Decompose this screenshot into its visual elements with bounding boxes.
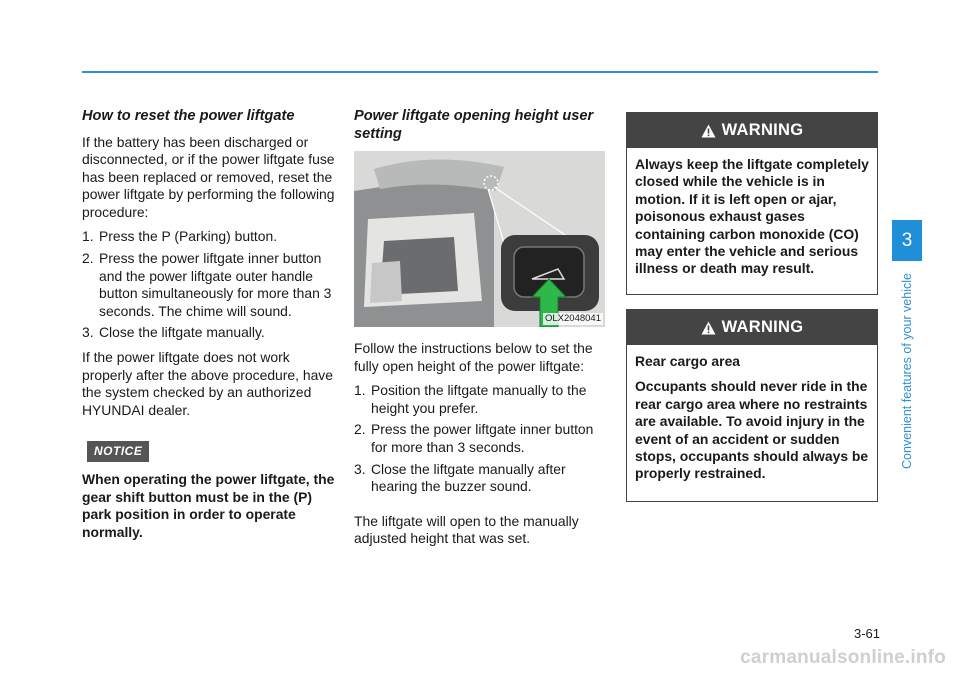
reset-step: 2. Press the power liftgate inner button and the power liftgate outer handle button simultaneously for more than 3 seconds. The chime will sound.	[82, 250, 332, 319]
height-outro: The liftgate will open to the manually adjusted height that was set.	[354, 512, 579, 547]
height-steps	[354, 382, 606, 496]
height-step: 2. Press the power liftgate inner button for more than 3 seconds.	[354, 421, 594, 455]
left-column	[82, 108, 336, 548]
warning-body	[627, 345, 877, 483]
warning-label: WARNING	[721, 121, 804, 139]
middle-column	[354, 108, 606, 555]
watermark: carmanualsonline.info	[740, 647, 946, 668]
notice-text: When operating the power liftgate, the gear shift button must be in the (P) park position in order to operate normally.	[82, 471, 335, 540]
height-step: 1. Position the liftgate manually to the height you prefer.	[354, 382, 587, 416]
warning-triangle-icon	[701, 321, 716, 335]
reset-step: 1. Press the P (Parking) button.	[82, 228, 278, 245]
image-code: OLX2048041	[545, 313, 601, 324]
side-panel-shape	[370, 261, 402, 303]
reset-heading: How to reset the power liftgate	[82, 108, 295, 124]
height-heading: Power liftgate opening height user setting	[354, 108, 594, 142]
warning-subheading: Rear cargo area	[635, 353, 741, 369]
top-rule	[82, 71, 878, 73]
height-step: 3. Close the liftgate manually after hearing the buzzer sound.	[354, 460, 566, 495]
warning-box-cargo	[626, 309, 878, 502]
chapter-tab: 3	[892, 220, 922, 261]
height-intro: Follow the instructions below to set the fully open height of the power liftgate:	[354, 340, 593, 374]
notice-tag: NOTICE	[87, 441, 149, 462]
warning-label: WARNING	[721, 318, 804, 336]
warning-header	[627, 113, 877, 148]
reset-steps	[82, 228, 336, 342]
warning-triangle-icon	[701, 124, 716, 138]
warning-body	[627, 148, 877, 278]
chapter-side-label: Convenient features of your vehicle	[900, 273, 914, 469]
warning-text: Occupants should never ride in the rear cargo area where no restraints are available. To avoid injury in the event of an accident or sudden stops, occupants should always be properly restrained.	[635, 378, 869, 482]
reset-outro: If the power liftgate does not work properly after the above procedure, have the system checked by an authorized HYUNDAI dealer.	[82, 349, 333, 418]
liftgate-drawing	[354, 151, 605, 327]
page-number: 3-61	[853, 626, 880, 641]
reset-intro: If the battery has been discharged or disconnected, or if the power liftgate fuse has been replaced or removed, reset the power liftgate by performing the following procedure:	[82, 133, 335, 220]
liftgate-illustration	[354, 151, 605, 327]
reset-step: 3. Close the liftgate manually.	[82, 324, 265, 341]
warning-header	[627, 310, 877, 345]
warning-text: Always keep the liftgate completely closed while the vehicle is in motion. If it is left open or ajar, poisonous exhaust gases containing carbon monoxide (CO) may enter the vehicle and serious illness or death may result.	[635, 156, 869, 277]
warning-box-exhaust	[626, 112, 878, 295]
